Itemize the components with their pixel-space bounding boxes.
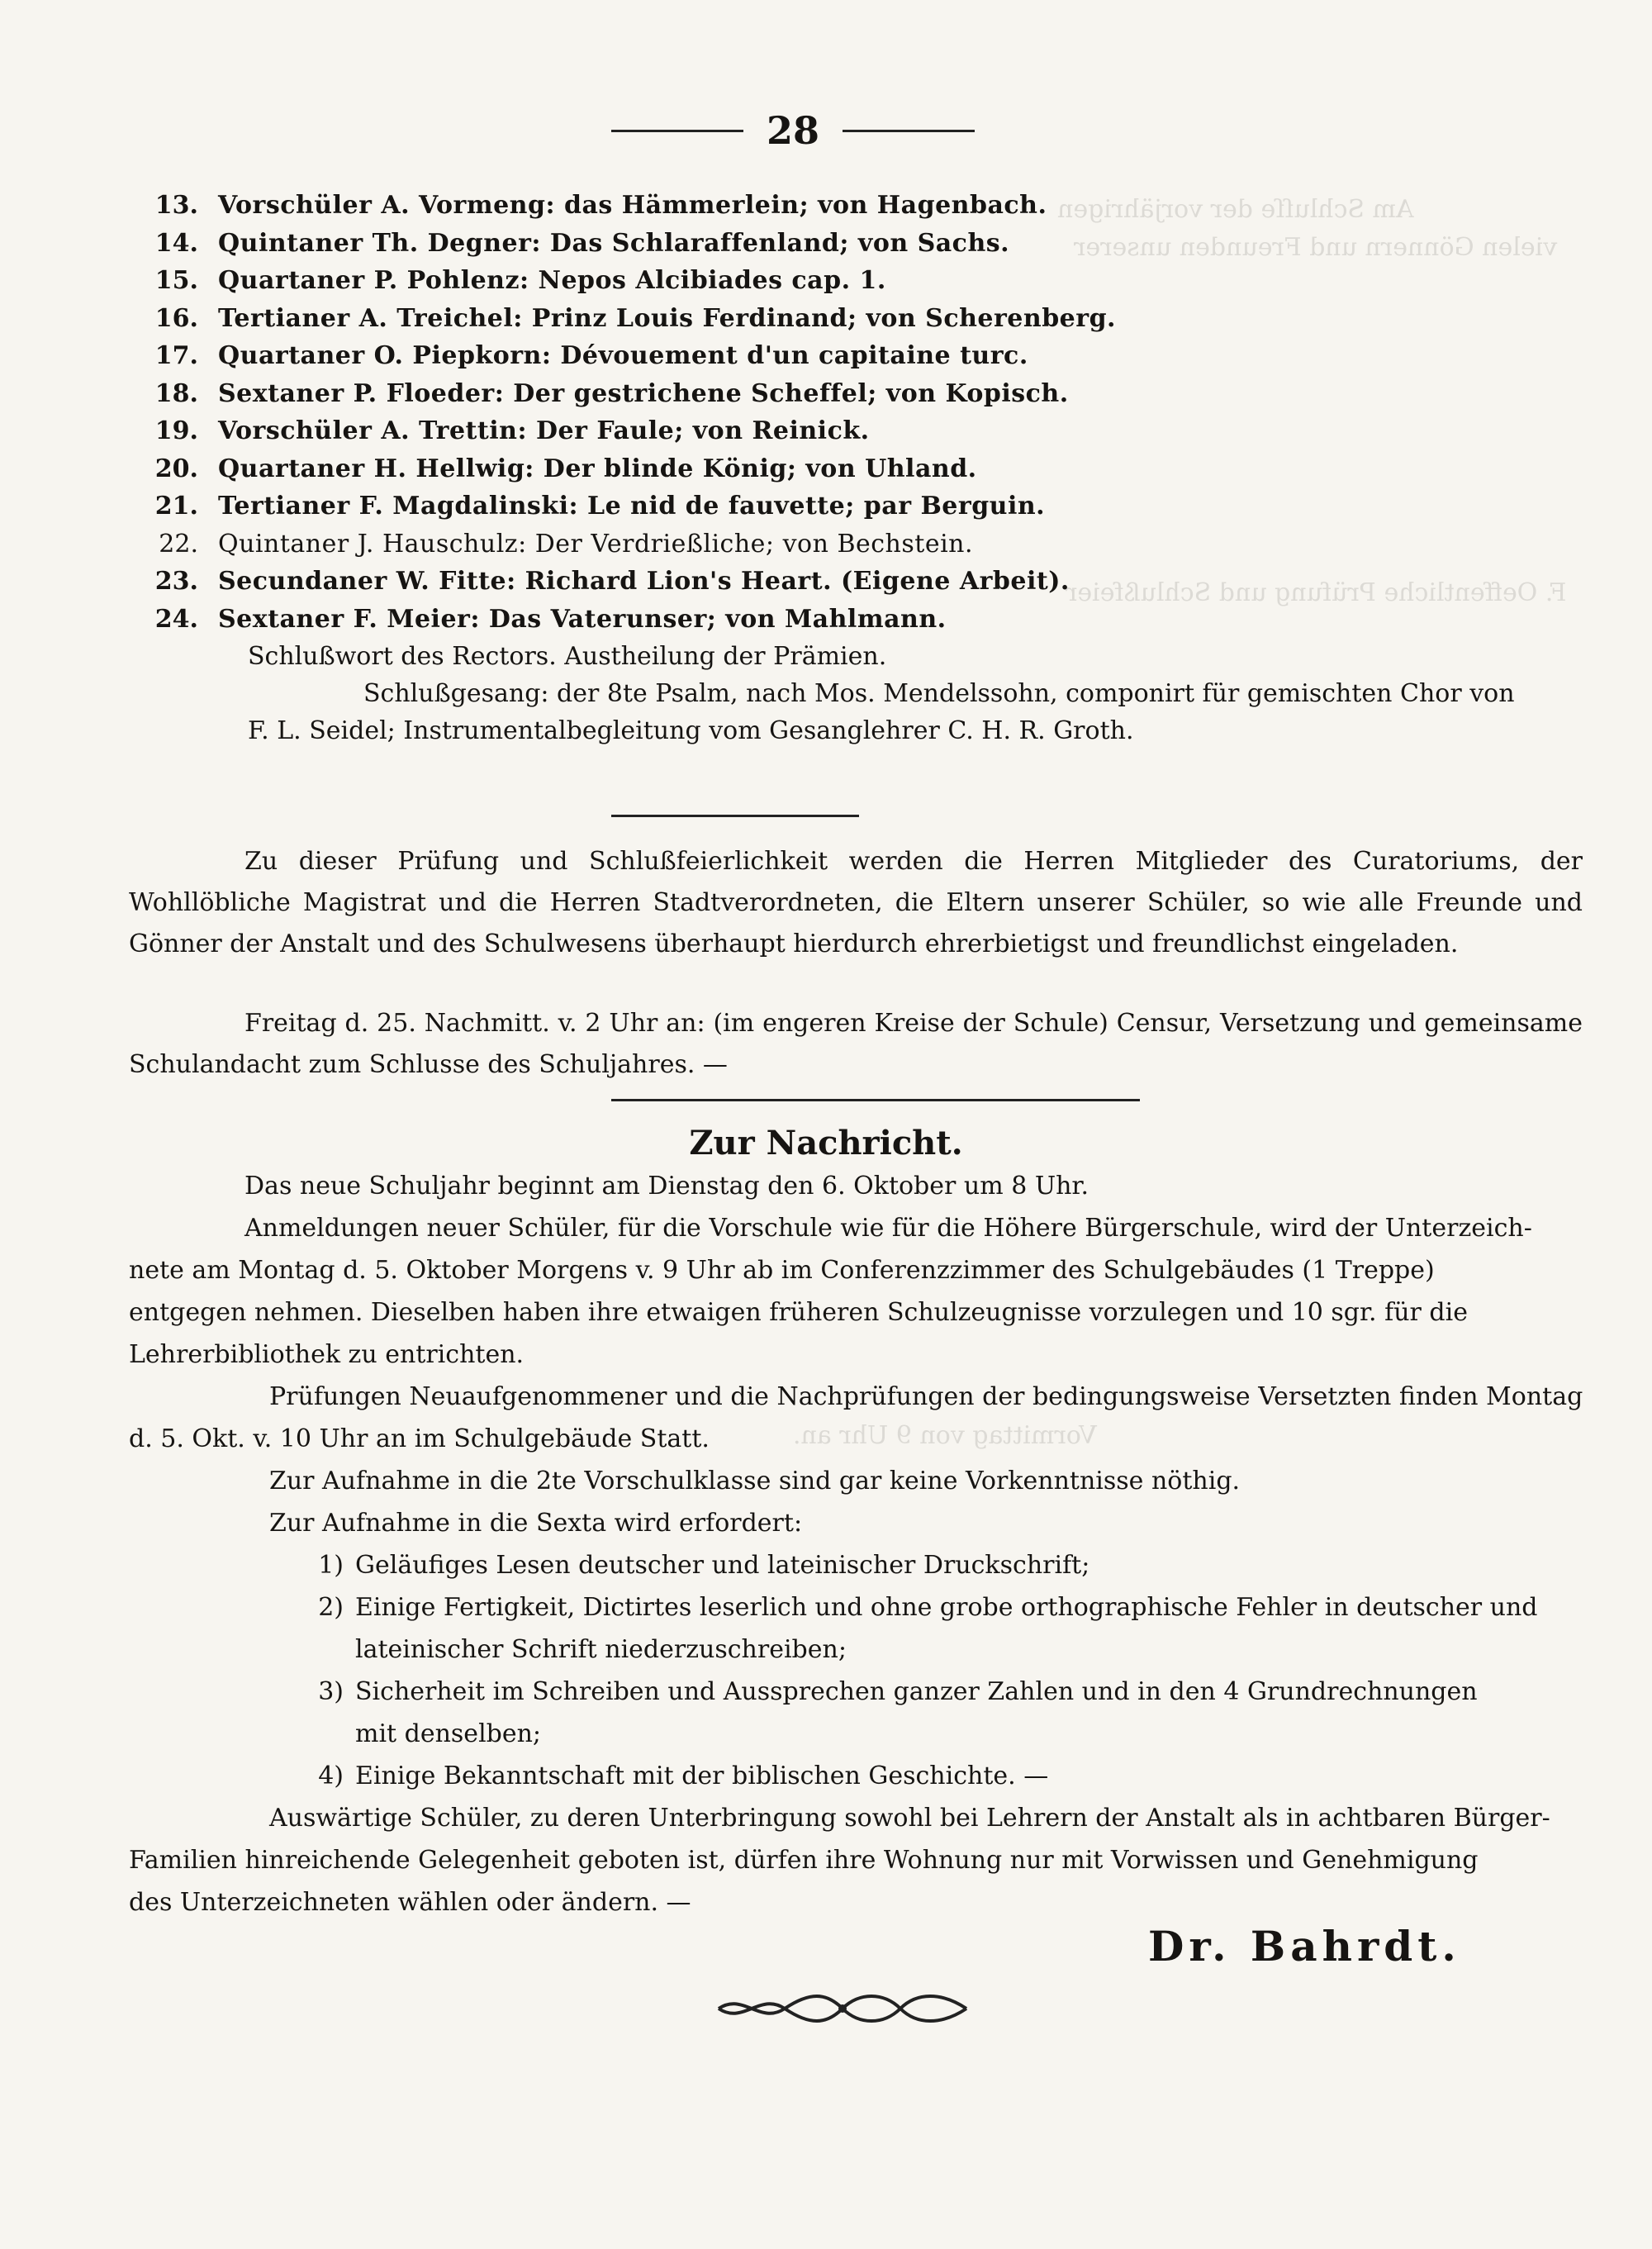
- notice-line: Zur Aufnahme in die 2te Vorschulklasse sind gar keine Vorkenntnisse nöthig.: [269, 1467, 1241, 1495]
- notice-line: Prüfungen Neuaufgenommener und die Nachprüfungen der bedingungsweise Versetzten finden Montag: [269, 1382, 1583, 1411]
- closing-song: Schlußgesang: der 8te Psalm, nach Mos. Mendelssohn, componirt für gemischten Chor von: [363, 679, 1515, 708]
- requirement-number: 1): [318, 1551, 344, 1580]
- program-text: Tertianer A. Treichel: Prinz Louis Ferdinand; von Scherenberg.: [218, 303, 1116, 333]
- notice-line: des Unterzeichneten wählen oder ändern. —: [129, 1888, 691, 1917]
- bleed-through-text: F. Oeffentliche Prüfung und Schlußfeier: [1066, 578, 1567, 607]
- signature: Dr. Bahrdt.: [1148, 1922, 1461, 1971]
- requirement-item: [129, 1586, 1583, 1629]
- notice-line: Anmeldungen neuer Schüler, für die Vorschule wie für die Höhere Bürgerschule, wird der Unterzeich-: [244, 1214, 1532, 1243]
- program-number: 16.: [154, 303, 198, 333]
- program-number: 20.: [154, 454, 198, 483]
- notice-line: nete am Montag d. 5. Oktober Morgens v. 9 Uhr ab im Conferenzzimmer des Schulgebäudes (1 Treppe): [129, 1256, 1435, 1285]
- requirement-text: Einige Bekanntschaft mit der biblischen Geschichte. —: [355, 1762, 1049, 1790]
- program-number: 21.: [154, 492, 198, 521]
- notice-line: Das neue Schuljahr beginnt am Dienstag den 6. Oktober um 8 Uhr.: [244, 1172, 1089, 1201]
- program-text: Sextaner F. Meier: Das Vaterunser; von Mahlmann.: [218, 604, 947, 634]
- requirement-continued: mit denselben;: [355, 1719, 542, 1748]
- notice-line: d. 5. Okt. v. 10 Uhr an im Schulgebäude Statt.: [129, 1424, 710, 1453]
- program-text: Quintaner Th. Degner: Das Schlaraffenland; von Sachs.: [218, 228, 1010, 258]
- program-item: [116, 412, 1586, 450]
- notice-line: entgegen nehmen. Dieselben haben ihre etwaigen früheren Schulzeugnisse vorzulegen und 10 sgr. für die: [129, 1298, 1468, 1327]
- program-list: [116, 187, 1586, 749]
- bleed-through-text: Vormittag von 9 Uhr an.: [793, 1421, 1097, 1450]
- requirement-number: 4): [318, 1762, 344, 1790]
- program-item: [116, 601, 1586, 639]
- program-number: 14.: [154, 228, 198, 258]
- program-item: [116, 187, 1586, 225]
- ornament-divider: [710, 1988, 975, 2029]
- section-divider: [611, 815, 859, 817]
- requirement-item: [129, 1671, 1583, 1713]
- program-text: Secundaner W. Fitte: Richard Lion's Heart. (Eigene Arbeit).: [218, 567, 1070, 597]
- program-number: 24.: [154, 604, 198, 634]
- header-rule-right: [843, 130, 975, 132]
- program-item: [116, 563, 1586, 601]
- program-number: 22.: [159, 529, 198, 559]
- program-item: [116, 450, 1586, 488]
- requirement-continued: lateinischer Schrift niederzuschreiben;: [355, 1635, 847, 1664]
- notice-section: [129, 1165, 1583, 1923]
- program-text: Vorschüler A. Trettin: Der Faule; von Reinick.: [218, 416, 870, 446]
- program-number: 23.: [154, 567, 198, 597]
- friday-paragraph: [129, 1003, 1583, 1086]
- program-text: Quartaner P. Pohlenz: Nepos Alcibiades cap. 1.: [218, 266, 886, 296]
- page-header: [578, 106, 1008, 155]
- program-text: Quartaner O. Piepkorn: Dévouement d'un capitaine turc.: [218, 341, 1028, 371]
- notice-line: Familien hinreichende Gelegenheit geboten ist, dürfen ihre Wohnung nur mit Vorwissen und Genehmigung: [129, 1846, 1479, 1875]
- program-text: Quartaner H. Hellwig: Der blinde König; von Uhland.: [218, 454, 977, 483]
- requirement-text: Einige Fertigkeit, Dictirtes leserlich und ohne grobe orthographische Fehler in deutscher und: [355, 1593, 1538, 1622]
- requirement-text: Sicherheit im Schreiben und Aussprechen ganzer Zahlen und in den 4 Grundrechnungen: [355, 1677, 1478, 1706]
- program-number: 18.: [154, 378, 198, 408]
- section-divider: [611, 1099, 1140, 1101]
- notice-line: Auswärtige Schüler, zu deren Unterbringung sowohl bei Lehrern der Anstalt als in achtbaren Bürger-: [269, 1804, 1550, 1833]
- invitation-paragraph: [129, 841, 1583, 965]
- page-number: 28: [766, 108, 819, 153]
- requirement-text: Geläufiges Lesen deutscher und lateinischer Druckschrift;: [355, 1551, 1090, 1580]
- notice-heading: Zur Nachricht.: [689, 1124, 963, 1163]
- closing-song-continued: F. L. Seidel; Instrumentalbegleitung vom Gesanglehrer C. H. R. Groth.: [248, 716, 1134, 745]
- requirement-item: [129, 1544, 1583, 1586]
- bleed-through-text: vielen Gönnern und Freunden unserer: [1074, 233, 1558, 262]
- closing-word: Schlußwort des Rectors. Austheilung der Prämien.: [248, 642, 887, 671]
- program-text: Sextaner P. Floeder: Der gestrichene Scheffel; von Kopisch.: [218, 378, 1069, 408]
- program-text: Vorschüler A. Vormeng: das Hämmerlein; von Hagenbach.: [218, 191, 1047, 221]
- program-text: Tertianer F. Magdalinski: Le nid de fauvette; par Berguin.: [218, 492, 1046, 521]
- program-item: [116, 375, 1586, 413]
- program-item: [116, 487, 1586, 525]
- program-number: 15.: [154, 266, 198, 296]
- program-item: [116, 262, 1586, 300]
- program-number: 13.: [154, 191, 198, 221]
- header-rule-left: [611, 130, 743, 132]
- bleed-through-text: Am Schluſſe der vorjährigen: [1057, 195, 1414, 224]
- notice-line: Zur Aufnahme in die Sexta wird erfordert:: [269, 1509, 803, 1538]
- invitation-text: Zu dieser Prüfung und Schlußfeierlichkeit werden die Herren Mitglieder des Curatoriums, der Wohllöbliche Magistrat und die Herren Stadtverordneten, die Eltern unserer Schüler, so wie alle Freunde und Gönner der Anstalt und des Schulwesens überhaupt hierdurch ehrerbietigst und freundlichst eingeladen.: [129, 847, 1583, 958]
- program-number: 17.: [154, 341, 198, 371]
- requirement-item: [129, 1755, 1583, 1797]
- program-item: [116, 337, 1586, 375]
- program-number: 19.: [154, 416, 198, 446]
- program-text: Quintaner J. Hauschulz: Der Verdrießliche; von Bechstein.: [218, 529, 974, 559]
- program-item: [116, 525, 1586, 563]
- program-item: [116, 300, 1586, 338]
- requirement-number: 2): [318, 1593, 344, 1622]
- program-item: [116, 225, 1586, 263]
- friday-text: Freitag d. 25. Nachmitt. v. 2 Uhr an: (im engeren Kreise der Schule) Censur, Versetzung und gemeinsame Schulandacht zum Schlusse des Schuljahres. —: [129, 1009, 1583, 1079]
- requirement-number: 3): [318, 1677, 344, 1706]
- notice-line: Lehrerbibliothek zu entrichten.: [129, 1340, 525, 1369]
